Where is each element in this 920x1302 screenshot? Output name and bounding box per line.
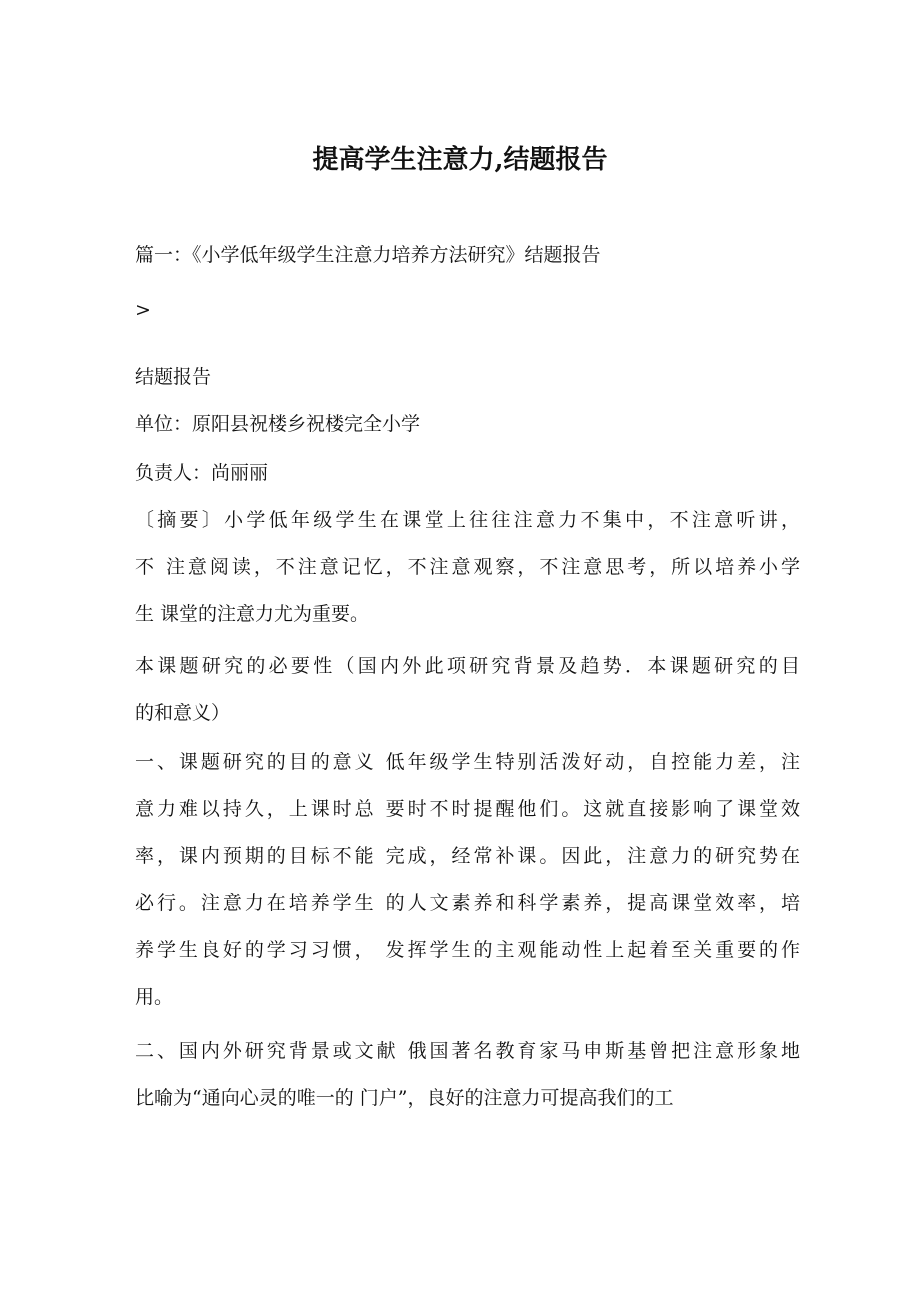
document-title: 提高学生注意力,结题报告 (312, 145, 608, 175)
part2-line: 二、国内外研究背景或文献 俄国著名教育家马申斯基曾把注意形象地 (135, 1040, 800, 1062)
owner-line: 负责人：尚丽丽 (135, 462, 269, 484)
part1-line: 率，课内预期的目标不能 完成，经常补课。因此，注意力的研究势在 (135, 845, 800, 867)
abstract-line: 不 注意阅读，不注意记忆，不注意观察，不注意思考，所以培养小学 (135, 556, 800, 578)
unit-line: 单位：原阳县祝楼乡祝楼完全小学 (135, 413, 421, 435)
part1-line: 养学生良好的学习习惯， 发挥学生的主观能动性上起着至关重要的作 (135, 939, 800, 961)
part1-paragraph (135, 739, 800, 1021)
section-heading: 篇一：《小学低年级学生注意力培养方法研究》结题报告 (135, 244, 601, 266)
part1-line: 意力难以持久，上课时总 要时不时提醒他们。这就直接影响了课堂效 (135, 798, 800, 820)
marker-symbol: > (135, 299, 151, 321)
part1-line: 用。 (135, 986, 174, 1008)
part2-paragraph (135, 1028, 800, 1122)
part2-line: 比喻为“通向心灵的唯一的 门户”，良好的注意力可提高我们的工 (135, 1087, 674, 1109)
abstract-line: 〔摘要〕小学低年级学生在课堂上往往注意力不集中，不注意听讲， (135, 509, 800, 531)
report-label: 结题报告 (135, 366, 212, 388)
part1-line: 一、课题研究的目的意义 低年级学生特别活泼好动，自控能力差，注 (135, 751, 800, 773)
part1-line: 必行。注意力在培养学生 的人文素养和科学素养，提高课堂效率，培 (135, 892, 800, 914)
necessity-paragraph (135, 643, 800, 737)
abstract-line: 生 课堂的注意力尤为重要。 (135, 603, 370, 625)
necessity-line: 本课题研究的必要性（国内外此项研究背景及趋势．本课题研究的目 (135, 655, 800, 677)
necessity-line: 的和意义） (135, 702, 231, 724)
abstract-paragraph (135, 497, 800, 638)
